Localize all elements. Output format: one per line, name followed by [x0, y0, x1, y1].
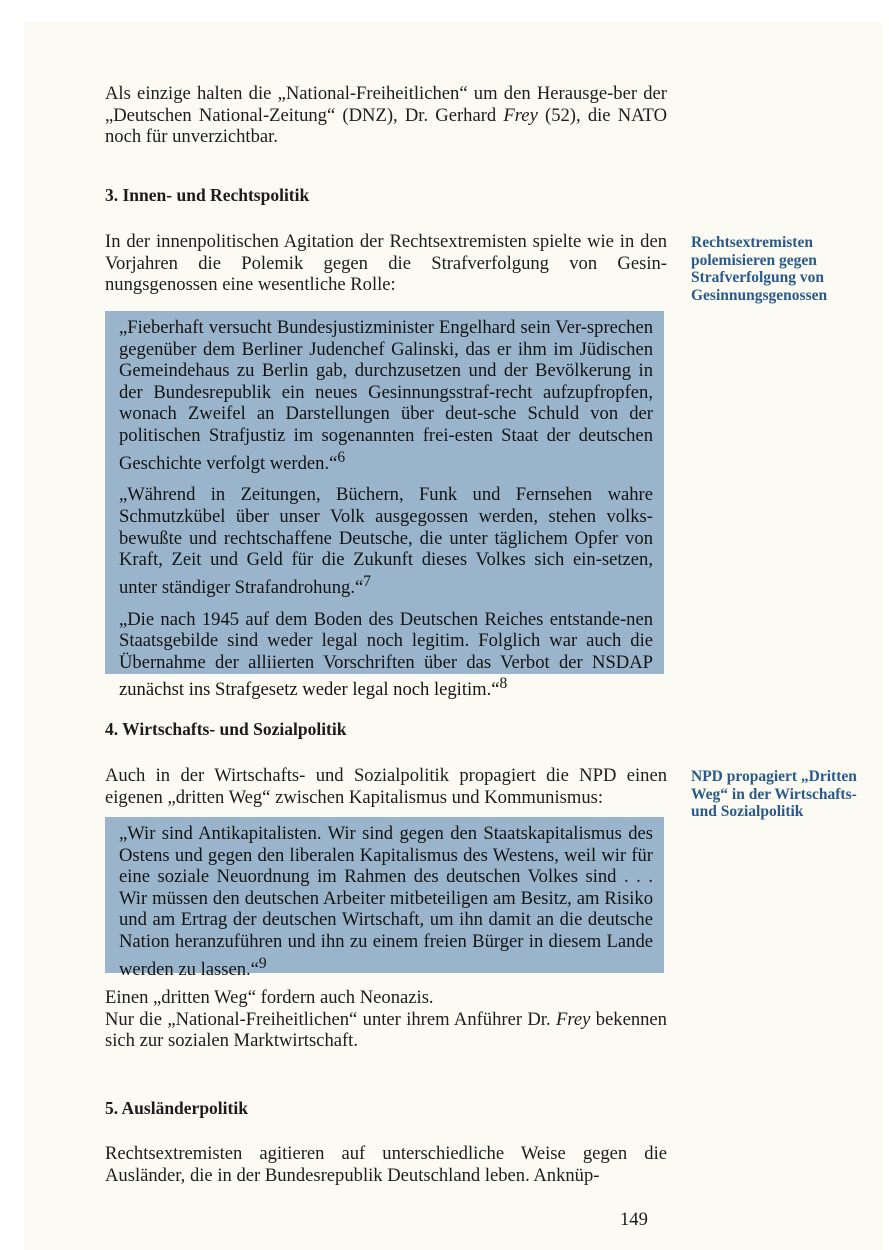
footnote-marker: 8 [499, 675, 508, 693]
page-number: 149 [620, 1209, 648, 1230]
footnote-marker: 9 [258, 954, 267, 972]
section-5-paragraph: Rechtsextremisten agitieren auf unterschiedliche Weise gegen die Ausländer, die in der Bundesrepublik Deutschland leben. Anknüp- [105, 1143, 667, 1186]
closing-name: Frey [555, 1008, 591, 1030]
section-4-heading: 4. Wirtschafts- und Sozialpolitik [105, 719, 347, 739]
footnote-marker: 6 [337, 448, 346, 466]
quote-block [119, 823, 653, 980]
page-edge-right [883, 0, 889, 1250]
section-4-quote-box [105, 817, 664, 980]
quote-text: „Fieberhaft versucht Bundesjustizminister Engelhard sein Ver-sprechen gegenüber dem Berliner Judenchef Galinski, das er ihm im Jüdischen Gemeindehaus zu Berlin gab, durchzusetzen und der Bevölkerung in der Bundesrepublik ein neues Gesinnungsstraf-recht aufzupfropfen, wonach Zweifel an Darstellungen über deut-sche Schuld von der politischen Strafjustiz im sogenannten frei-esten Staat der deutschen Geschichte verfolgt werden.“ [119, 317, 653, 474]
page-edge-left [0, 0, 24, 1250]
quote-block [119, 609, 653, 702]
quote-block [119, 484, 653, 598]
closing-text: Nur die „National-Freiheitlichen“ unter ihrem Anführer Dr. [105, 1008, 556, 1030]
section-3-heading: 3. Innen- und Rechtspolitik [105, 185, 310, 205]
quote-text: „Die nach 1945 auf dem Boden des Deutschen Reiches entstande-nen Staatsgebilde sind weder legal noch legitim. Folglich war auch die Übernahme der alliierten Vorschriften über das Verbot der NSDAP zunächst ins Strafgesetz weder legal noch legitim.“ [119, 608, 653, 701]
footnote-marker: 7 [363, 572, 371, 590]
section-4-paragraph: Auch in der Wirtschafts- und Sozialpolitik propagiert die NPD einen eigenen „dritten Weg“ zwischen Kapitalismus und Kommunismus: [105, 765, 667, 808]
section-3-margin-note: Rechtsextremisten polemisieren gegen Strafverfolgung von Gesinnungsgenossen [691, 234, 828, 304]
closing-text-end: bekennen sich zur sozialen Marktwirtschaft. [105, 1008, 667, 1052]
page-edge-top [0, 0, 889, 22]
closing-line-1: Einen „dritten Weg“ fordern auch Neonazis. [105, 987, 434, 1008]
intro-text: Als einzige halten die „National-Freiheitlichen“ um den Herausge-ber der „Deutschen National-Zeitung“ (DNZ), Dr. Gerhard [105, 83, 667, 126]
intro-name: Frey [503, 104, 538, 126]
section-4-closing [105, 987, 667, 1052]
quote-block [119, 317, 653, 474]
section-4-margin-note: NPD propagiert „Dritten Weg“ in der Wirtschafts- und Sozialpolitik [691, 768, 857, 820]
intro-text-end: (52), die NATO noch für unverzichtbar. [105, 104, 667, 148]
section-3-paragraph: In der innenpolitischen Agitation der Rechtsextremisten spielte wie in den Vorjahren die Polemik gegen die Strafverfolgung von Gesin-nungsgenossen eine wesentliche Rolle: [105, 231, 667, 296]
quote-text: „Während in Zeitungen, Büchern, Funk und Fernsehen wahre Schmutzkübel über unser Volk ausgegossen werden, stehen volks-bewußte und rechtschaffene Deutsche, die unter täglichem Opfer von Kraft, Zeit und Geld für die Zukunft dieses Volkes sich ein-setzen, unter ständiger Strafandrohung.“ [119, 484, 653, 598]
quote-text: „Wir sind Antikapitalisten. Wir sind gegen den Staatskapitalismus des Ostens und gegen den liberalen Kapitalismus des Westens, weil wir für eine soziale Neuordnung im Rahmen des deutschen Volkes sind . . . Wir müssen den deutschen Arbeiter mitbeteiligen am Besitz, am Risiko und am Ertrag der deutschen Wirtschaft, um ihn damit an die deutsche Nation heranzuführen und ihn zu einem freien Bürger in diesem Lande werden zu lassen.“ [119, 823, 653, 980]
intro-paragraph [105, 83, 667, 148]
section-3-quote-box [105, 311, 664, 701]
section-5-heading: 5. Ausländerpolitik [105, 1098, 248, 1118]
